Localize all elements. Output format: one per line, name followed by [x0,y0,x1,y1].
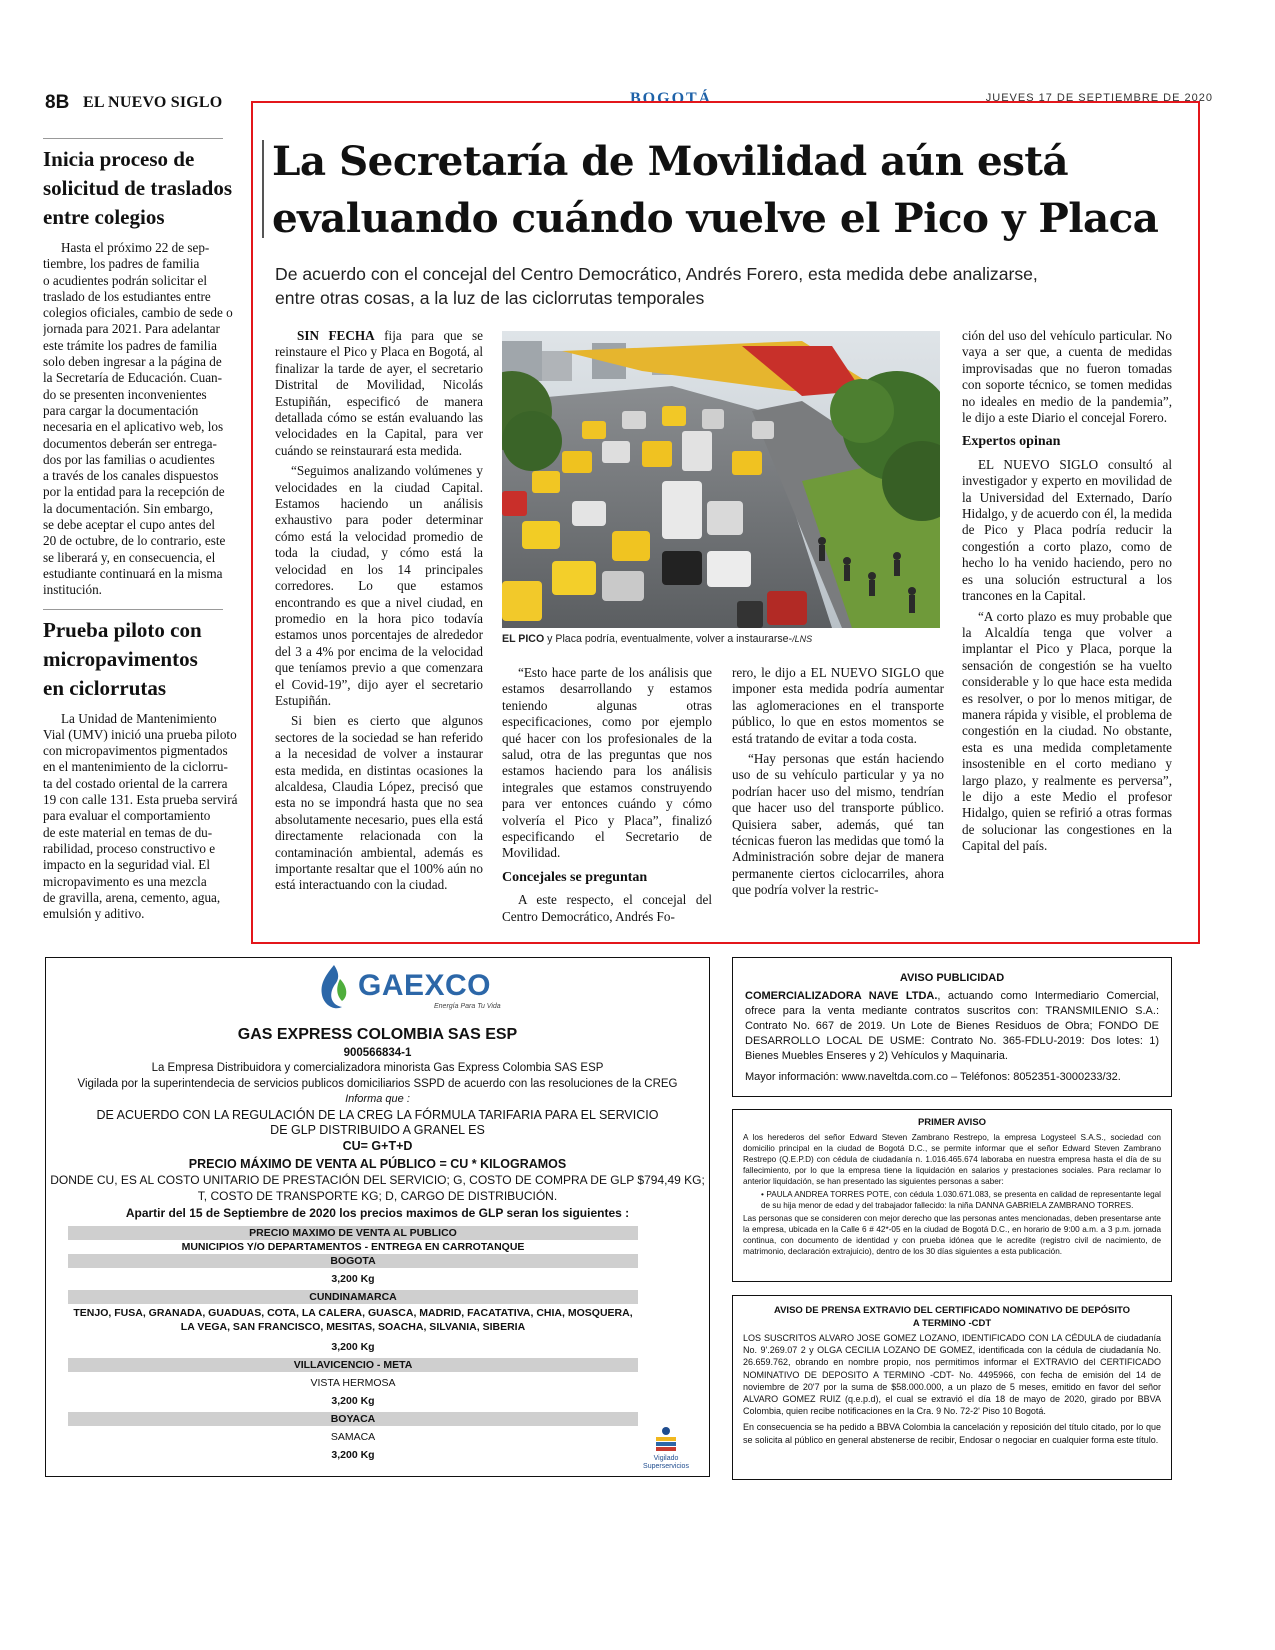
text-line: 20 de octubre, de lo contrario, este [43,533,226,549]
vigilado-superservicios-logo: Vigilado Superservicios [636,1426,696,1472]
ad-title: PRIMER AVISO [917,1117,987,1128]
text-line: 19 con calle 131. Esta prueba servirá [43,792,238,808]
subheading-expertos: Expertos opinan [962,434,1061,450]
table-cell: 3,200 Kg [331,1341,375,1353]
text-line: estudiante continuará en la misma [43,565,223,581]
left-column [43,138,255,922]
traffic-jam-photo [502,331,940,628]
ad-text: Vigilada por la superintendecia de servicios publicos domiciliarios SSPD de acuerdo con las resoluciones de la CREG [77,1078,678,1090]
table-cell: 3,200 Kg [331,1449,375,1461]
article-title-traslados: Inicia proceso de solicitud de traslados entre colegios [43,147,233,229]
paragraph: “Hay personas que están haciendo uso de su vehículo particular y ya no podrían hacer uso del mismo, tendrían que hacer uso del transporte público. Quisiera saber, además, qué tan técnicas fueron las medidas que tomó la Administración sobre dejar de manera permanente ciertos ciclocarriles, ahora que podría volver la restric- [732,751,944,898]
ad-text: Las personas que se consideren con mejor derecho que las personas antes mencionadas, deben presentarse ante la empresa, ubicada en la Calle 6 # 42*-05 en la ciudad de Bogotá D.C., en horario de 9:00 a.m. a 3 p.m. jornada continua, con documento de identidad y con prueba idónea que le acredite (registro civil de nacimiento, de matrimonio, declaración extrajuicio), dentro de los 30 días siguientes a esta publicación. [743,1214,1161,1256]
newspaper-name: EL NUEVO SIGLO [83,94,223,111]
gaexco-advertisement [45,957,710,1477]
ad-text: COMERCIALIZADORA NAVE LTDA., actuando como Intermediario Comercial, ofrece para la venta mediante contratos suscritos con: TRANSMILENIO S.A.: Contrato No. 667 de 2019. Un Lote de Bienes Residuos de Obra; FONDO DE DESARROLLO LOCAL DE USME: Contrato No. 365-FDLU-2019: Dos lotes: 1) Bienes Muebles Enseres y 2) Vehículos y Maquinaria. [745,990,1159,1062]
lead-in: SIN FECHA [297,328,375,343]
text-line: micropavimento es una mezcla [43,873,207,889]
paragraph: fija para que se reinstaure el Pico y Placa en Bogotá, al finalizar la tarde de ayer, el secretario Distrital de Movilidad, Nicolás Estupiñán, especificó de manera detallada cómo se están evaluando las velocidades en la Capital, para ver cuándo se reinstaurará esta medida. [275,328,483,458]
article-column-4 [962,328,1172,855]
ad-title: AVISO PUBLICIDAD [899,972,1005,984]
flame-icon [314,963,358,1013]
text-line: jornada para 2021. Para adelantar [43,321,220,337]
text-line: para cargar la documentación [43,402,199,418]
ad-text: DE ACUERDO CON LA REGULACIÓN DE LA CREG LA FÓRMULA TARIFARIA PARA EL SERVICIO [96,1108,659,1122]
text-line: a través de los canales dispuestos [43,468,219,484]
text-line: la Secretaría de Educación. Cuan- [43,370,223,386]
text-line: rabilidad, proceso constructivo e [43,840,216,856]
formula: CU= G+T+D [342,1139,413,1153]
primer-aviso [732,1109,1172,1282]
text-line: do se presenten inconvenientes [43,386,207,402]
text-line: Hasta el próximo 22 de sep- [61,240,210,255]
ad-text: La Empresa Distribuidora y comercializadora minorista Gas Express Colombia SAS ESP [151,1062,604,1074]
photo-caption: EL PICO y Placa podría, eventualmente, volver a instaurarse-/LNS [502,633,813,645]
text-line: o acudientes podrán solicitar el [43,272,208,288]
text-line: en el mantenimiento de la ciclorru- [43,759,228,775]
article-title-micropavimentos: Prueba piloto con micropavimentos en ciclorrutas [43,617,202,700]
gaexco-logo: GAEXCO Energía Para Tu Vida [314,963,574,1013]
paragraph: EL NUEVO SIGLO consultó al investigador y experto en movilidad de la Universidad del Externado, Darío Hidalgo, y de acuerdo con él, la medida de Pico y Placa podría reducir la congestión a corto plazo, como de hecho lo ha venido haciendo, pero no es una solución estructural a los trancones en la Capital. [962,456,1172,604]
table-cell: VISTA HERMOSA [310,1377,396,1389]
text-line: Vial (UMV) inició una prueba piloto [43,726,237,742]
divider [43,138,223,139]
text-line: se liberará y, en consecuencia, el [43,549,216,565]
ad-text: T, COSTO DE TRANSPORTE KG; D, CARGO DE DISTRIBUCIÓN. [197,1189,558,1203]
text-line: La Unidad de Mantenimiento [61,710,217,726]
table-row: VILLAVICENCIO - META [68,1358,638,1372]
table-cell: SAMACA [330,1431,376,1443]
text-line: colegios oficiales, cambio de sede o [43,305,233,321]
divider [43,609,223,610]
aviso-extravio-cdt [732,1295,1172,1480]
text-line: se debe aceptar el cupo antes del [43,517,216,533]
ad-text: LOS SUSCRITOS ALVARO JOSE GOMEZ LOZANO, IDENTIFICADO CON LA CÉDULA de ciudadanía No. 9'.269.07 2 y OLGA CECILIA LOZANO DE GOMEZ, identificada con la cédula de ciudadanía No. 26.659.762, obrando en nombre propio, nos permitimos informar el EXTRAVIO del CERTIFICADO NOMINATIVO DE DEPOSITO A TERMINO -CDT- No. 4495966, con fecha de emisión del 14 de noviembre de 20'7 por la suma de $58.000.000, a un plazo de 5 meses, emitido en favor del señor ALVARO GOMEZ RUIZ (q.e.p.d), el cual se extravió el día 18 de mayo de 2020, girado por BBVA Colombia, quien recibe notificaciones en la Cra. 9 No. 72-2' Piso 10 Bogotá. [743,1333,1161,1417]
text-line: ta del costado oriental de la carrera [43,775,228,791]
text-line: institución. [43,582,102,598]
ad-text: • PAULA ANDREA TORRES POTE, con cédula 1.030.671.083, se presenta en calidad de representante legal de su hija menor de edad y del trabajador fallecido: la niña DANNA GABRIELA ZAMBRANO TORRES. [761,1190,1161,1210]
paragraph: ción del uso del vehículo particular. No vaya a ser que, a cuenta de medidas improvisadas que no fueron tomadas con soporte técnico, se tomen medidas no ideales en medio de la pandemia”, le dijo a este Diario el concejal Forero. [962,328,1172,426]
paragraph: rero, le dijo a EL NUEVO SIGLO que imponer esta medida podría aumentar las aglomeraciones en el transporte público, lo que en estos momentos se está tratando de evitar a toda costa. [732,665,944,746]
table-cell: 3,200 Kg [331,1395,375,1407]
text-line: para evaluar el comportamiento [43,808,211,824]
text-line: traslado de los estudiantes entre [43,288,211,304]
text-line: solo deben ingresar a la página de [43,354,222,370]
traffic-photo [502,331,940,628]
ad-text: A los herederos del señor Edward Steven Zambrano Restrepo, la empresa Logysteel S.A.S., sociedad con domicilio principal en la ciudad de Bogotá D.C., se permite informar que el señor Edward Steven Zambrano Restrepo (Q.E.P.D) con cédula de ciudadanía n. 1.016.465.674 laboraba en nuestra empresa hasta el día de su fallecimiento, por lo que la empresa tiene la liquidación en salarios y prestaciones sociales. Para reclamar lo anterior liquidación, se han presentado las siguientes personas a saber: [743,1133,1161,1186]
ad-text: Apartir del 15 de Septiembre de 2020 los precios maximos de GLP seran los siguientes : [125,1206,630,1220]
issue-date: JUEVES 17 DE SEPTIEMBRE DE 2020 [985,92,1213,104]
company-name: GAS EXPRESS COLOMBIA SAS ESP [237,1026,518,1043]
table-row: BOGOTA [68,1254,638,1268]
table-row: BOYACA [68,1412,638,1426]
title-accent-bar [262,140,264,238]
paragraph: A este respecto, el concejal del Centro Democrático, Andrés Fo- [502,892,712,924]
text-line: la documentación. Sin embargo, [43,500,214,516]
text-line: este trámite los padres de familia [43,337,217,353]
paragraph: “Esto hace parte de los análisis que estamos desarrollando y estamos teniendo algunas otras especificaciones, como por ejemplo qué hacer con los profesionales de la salud, otra de las preguntas que nos estamos haciendo para los análisis integrales que estamos construyendo para ver entonces cuándo y cómo volvería el Pico y Placa”, finalizó especificando el Secretario de Movilidad. [502,665,712,861]
text-line: por la entidad para la recepción de [43,484,225,500]
text-line: con micropavimentos pigmentados [43,743,228,759]
table-row: CUNDINAMARCA [68,1290,638,1304]
paragraph: “Seguimos analizando volúmenes y velocidades en la ciudad Capital. Estamos haciendo un análisis exhaustivo para poder determinar cómo está la velocidad promedio de toda la ciudad, y cómo está la velocidad en los 14 principales corredores. Lo que estamos encontrando es que a nivel ciudad, en promedio en la hora pico todavía estamos unos porcentajes de alrededor del 3 a 4% por encima de la velocidad que teníamos previo a que comenzara el Covid-19”, dijo ayer el secretario Estupiñán. [275,463,483,708]
article-column-2 [502,665,712,925]
table-cell: TENJO, FUSA, GRANADA, GUADUAS, COTA, LA CALERA, GUASCA, MADRID, FACATATIVA, CHIA, MOSQUERA, LA VEGA, SAN FRANCISCO, MESITAS, SOACHA, SILVANIA, SIBERIA [73,1307,633,1333]
table-header: PRECIO MAXIMO DE VENTA AL PUBLICO [68,1226,638,1240]
article-body-micropavimentos [43,711,255,923]
article-body-traslados [43,240,255,599]
paragraph: “A corto plazo es muy probable que la Alcaldía tenga que volver a implantar el Pico y Placa, porque la sensación de congestión se ha vuelto considerable y lo que hace esta medida es resolver, o por lo menos mitigar, de manera rápida y visible, el problema de congestión en la ciudad. No obstante, esta es una medida completamente insostenible en el corto mediano y largo plazo, y realmente es perversa”, le dijo a este Medio el profesor Hidalgo, quien se refirió a otras formas de solucionar las congestiones en la Capital del país. [962,608,1172,854]
text-line: de este material en temas de du- [43,824,213,840]
superservicios-icon [651,1426,681,1452]
article-headline: La Secretaría de Movilidad aún está evaluando cuándo vuelve el Pico y Placa [272,137,1159,242]
price-table [68,1226,638,1466]
text-line: de gravilla, arena, cemento, agua, [43,889,221,905]
ad-title: AVISO DE PRENSA EXTRAVIO DEL CERTIFICADO NOMINATIVO DE DEPÓSITO A TERMINO -CDT [773,1305,1131,1329]
article-deck: De acuerdo con el concejal del Centro Democrático, Andrés Forero, esta medida debe analizarse, entre otras cosas, a la luz de las ciclorrutas temporales [275,264,1038,308]
text-line: dos por las familias o acudientes [43,451,215,467]
text-line: emulsión y aditivo. [43,906,145,922]
section-name: BOGOTÁ [630,90,713,107]
ad-text: En consecuencia se ha pedido a BBVA Colombia la cancelación y reposición del título citado, por lo que se solicita al público en general abstenerse de recibir, Endosar o negociar en cualquier forma este título. [743,1422,1161,1445]
text-line: tiembre, los padres de familia [43,256,200,272]
ad-contact: Mayor información: www.naveltda.com.co – Teléfonos: 8052351-3000233/32. [745,1071,1121,1083]
paragraph: Si bien es cierto que algunos sectores de la sociedad se han referido a la necesidad de volver a instaurar esta medida, en distintas ocasiones la alcaldesa, Claudia López, precisó que esta no se impondrá hasta que no sea absolutamente necesario, pues ella está directamente relacionada con la contaminación ambiental, además es importante resaltar que el 100% aún no está interactuando con la ciudad. [275,713,483,893]
page-number: 8B [45,92,70,113]
aviso-publicidad [732,957,1172,1097]
text-line: impacto en la seguridad vial. El [43,857,210,873]
article-column-3 [732,665,944,899]
subheading-concejales: Concejales se preguntan [502,869,648,885]
article-column-1 [275,328,483,894]
text-line: necesaria en el aplicativo web, los [43,419,224,435]
ad-text: DE GLP DISTRIBUIDO A GRANEL ES [270,1123,485,1137]
ad-text: DONDE CU, ES AL COSTO UNITARIO DE PRESTACIÓN DEL SERVICIO; G, COSTO DE COMPRA DE GLP $794,49 KG; [50,1173,705,1187]
formula: PRECIO MÁXIMO DE VENTA AL PÚBLICO = CU * KILOGRAMOS [188,1157,567,1171]
ad-text: Informa que : [345,1093,410,1105]
company-nit: 900566834-1 [343,1047,412,1059]
text-line: documentos deberán ser entrega- [43,435,217,451]
table-cell: 3,200 Kg [331,1273,375,1285]
table-header: MUNICIPIOS Y/O DEPARTAMENTOS - ENTREGA EN CARROTANQUE [181,1241,525,1253]
